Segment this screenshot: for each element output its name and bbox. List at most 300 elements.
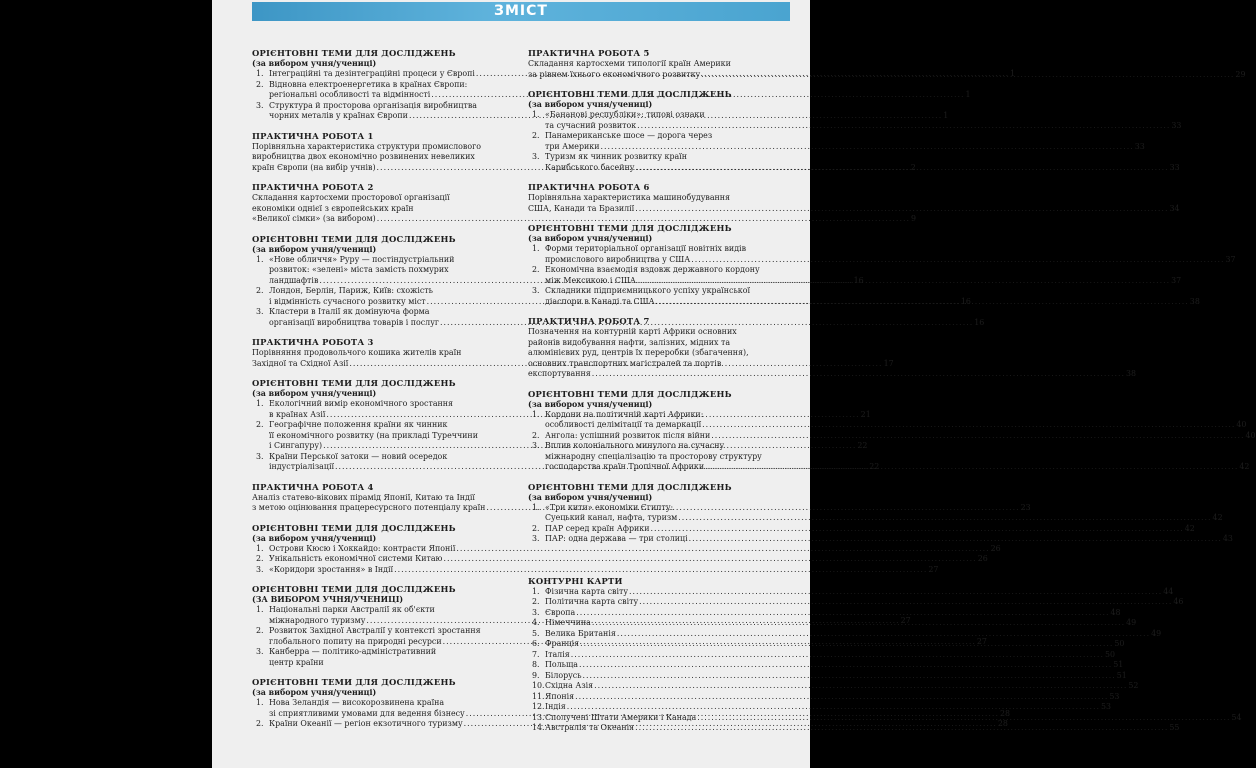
toc-entry-line[interactable]: [528, 69, 1246, 81]
page-number: 53: [1109, 691, 1120, 701]
item-number: 8.: [532, 660, 540, 669]
entry-text-line: її економічного розвитку (на прикладі Туреччини: [269, 430, 478, 440]
toc-item[interactable]: [528, 110, 1182, 131]
toc-entry-line[interactable]: [545, 462, 1249, 473]
entry-text: промислового виробництва у США: [545, 254, 691, 264]
page-number: 22: [857, 441, 868, 450]
page-number: 28: [999, 708, 1010, 718]
entry-text-line: районів видобування нафти, залізних, мідних та: [528, 337, 731, 347]
toc-entry-line[interactable]: [545, 255, 1236, 266]
section-subheading: (за вибором учня/учениці): [252, 533, 377, 543]
entry-text: зі сприятливими умовами для ведення бізнесу: [269, 708, 465, 718]
toc-entry-line[interactable]: [545, 636, 1125, 650]
entry-text: з метою оцінювання працересурсного потенціалу країн: [252, 503, 486, 512]
page-number: 33: [1169, 162, 1180, 172]
dot-leader: [635, 204, 1168, 215]
page-number: 1: [965, 90, 971, 99]
entry-text: за рівнем їхнього економічного розвитку: [528, 69, 701, 79]
item-text: [545, 244, 1236, 265]
item-text: [545, 131, 1145, 152]
page-number: 51: [1116, 670, 1127, 680]
entry-text-line: Відновна електроенергетика в країнах Європи:: [269, 79, 468, 89]
toc-section: [528, 48, 1246, 80]
entry-text: господарства країн Тропічної Африки: [545, 462, 705, 471]
page-number: 42: [1212, 513, 1223, 522]
item-number: 2.: [256, 286, 264, 295]
toc-section: [528, 89, 1182, 173]
entry-text: ПАР серед країн Африки: [545, 523, 650, 533]
entry-text: Інтеграційні та дезінтеграційні процеси у Європі: [269, 69, 475, 78]
page-number: 1: [943, 111, 949, 120]
entry-text-line: економіки однієї з європейських країн: [252, 203, 414, 213]
item-number: 9.: [532, 670, 540, 680]
section-heading: ПРАКТИЧНА РОБОТА 7: [528, 316, 650, 326]
item-number: 7.: [532, 649, 540, 659]
entry-text: Індія: [545, 702, 566, 711]
toc-section: [528, 182, 1180, 214]
entry-text-line: Канберра — політико-адміністративний: [269, 647, 437, 656]
toc-entry-line[interactable]: [528, 369, 1137, 380]
entry-text-line: Порівняння продовольчого кошика жителів країн: [252, 348, 462, 357]
item-number: 1.: [256, 254, 264, 264]
dot-leader: [594, 681, 1127, 692]
item-number: 1.: [256, 605, 264, 614]
section-heading: ОРІЄНТОВНІ ТЕМИ ДЛЯ ДОСЛІДЖЕНЬ: [528, 481, 732, 492]
toc-entry-line[interactable]: [545, 692, 1119, 703]
toc-item[interactable]: [528, 244, 1236, 265]
item-number: 3.: [256, 307, 264, 316]
item-number: 10.: [532, 681, 545, 690]
item-text: [545, 702, 1111, 713]
entry-text: Сполучені Штати Америки і Канада: [545, 712, 697, 722]
entry-text-line: основних транспортних магістралей та портів: [528, 358, 722, 368]
entry-text-line: алюмінієвих руд, центрів їх переробки (збагачення),: [528, 348, 749, 357]
page-number: 51: [1113, 660, 1124, 669]
item-text: [545, 587, 1173, 598]
section-subheading: (ЗА ВИБОРОМ УЧНЯ/УЧЕНИЦІ): [252, 595, 404, 604]
entry-text: США, Канади та Бразилії: [528, 203, 635, 213]
item-number: 3.: [532, 534, 540, 543]
entry-text: Політична карта світу: [545, 597, 639, 606]
toc-entry-line[interactable]: [545, 615, 1137, 629]
section-heading: КОНТУРНІ КАРТИ: [528, 575, 623, 586]
toc-item[interactable]: [528, 131, 1145, 152]
dot-leader: [617, 629, 1150, 640]
section-heading: ПРАКТИЧНА РОБОТА 4: [252, 481, 374, 492]
entry-text: Білорусь: [545, 670, 582, 680]
section-heading: ПРАКТИЧНА РОБОТА 2: [252, 182, 374, 192]
item-text: [545, 650, 1115, 661]
dot-leader: [702, 420, 1235, 431]
page-number: 17: [883, 358, 894, 368]
page-number: 38: [1125, 369, 1137, 378]
entry-text-line: Лондон, Берлін, Париж, Київ: схожість: [269, 286, 433, 295]
entry-text-line: Складники підприємницького успіху української: [545, 286, 750, 295]
toc-entry-line[interactable]: [545, 713, 1242, 724]
entry-text-line: Панамериканське шосе — дорога через: [545, 131, 713, 140]
page-number: 23: [1020, 503, 1031, 512]
toc-entry-line[interactable]: [545, 608, 1121, 619]
dot-leader: [701, 70, 1234, 81]
entry-text: країн Європи (на вибір учнів): [252, 162, 376, 172]
item-text: [545, 608, 1121, 619]
section-heading: ОРІЄНТОВНІ ТЕМИ ДЛЯ ДОСЛІДЖЕНЬ: [252, 522, 456, 533]
toc-entry-line[interactable]: [545, 121, 1181, 132]
toc-item[interactable]: [528, 628, 1162, 640]
toc-item[interactable]: [528, 681, 1139, 692]
toc-item[interactable]: [252, 564, 939, 576]
page-number: 27: [976, 636, 987, 646]
entry-text: організації виробництва товарів і послуг: [269, 317, 439, 327]
item-number: 1.: [532, 110, 540, 119]
entry-text-line: міжнародну спеціалізацію та просторову структуру: [545, 451, 762, 461]
page-title: ЗМІСТ: [252, 2, 790, 21]
entry-text: та сучасний розвиток: [545, 120, 637, 130]
toc-item[interactable]: [252, 554, 988, 565]
item-text: [545, 110, 1181, 131]
section-subheading: (за вибором учня/учениці): [252, 688, 377, 697]
dot-leader: [637, 121, 1170, 132]
toc-entry-line[interactable]: [545, 534, 1233, 545]
item-text: [545, 265, 1181, 286]
toc-item[interactable]: [528, 670, 1127, 682]
toc-item[interactable]: [252, 543, 1001, 555]
item-number: 3.: [256, 100, 264, 110]
toc-entry-line[interactable]: [545, 276, 1181, 287]
entry-text-line: Розвиток Західної Австралії у контексті зростання: [269, 626, 481, 635]
page-number: 16: [853, 275, 864, 285]
page-number: 53: [1101, 702, 1112, 711]
page-number: 33: [1171, 120, 1182, 130]
dot-leader: [697, 713, 1230, 724]
item-number: 1.: [256, 543, 264, 553]
section-gap: [528, 554, 790, 576]
page-number: 50: [1104, 649, 1115, 659]
toc-entry-line[interactable]: [545, 671, 1127, 682]
toc-entry-line[interactable]: [545, 587, 1173, 598]
entry-text: і відмінність сучасного розвитку міст: [269, 296, 426, 306]
toc-entry-line[interactable]: [545, 142, 1145, 153]
dot-leader: [567, 702, 1100, 713]
toc-entry-line[interactable]: [545, 660, 1123, 671]
entry-text-line: Країни Перської затоки — новий осередок: [269, 451, 448, 461]
page-number: 48: [1110, 607, 1121, 617]
item-text: [545, 534, 1233, 545]
toc-item[interactable]: [528, 586, 1174, 598]
item-number: 2.: [256, 554, 264, 563]
page-number: 16: [960, 296, 971, 306]
entry-text: Італія: [545, 649, 570, 659]
item-number: 6.: [532, 639, 540, 648]
dot-leader: [650, 524, 1183, 535]
section-heading: ОРІЄНТОВНІ ТЕМИ ДЛЯ ДОСЛІДЖЕНЬ: [252, 233, 456, 244]
toc-page: [212, 0, 1256, 768]
dot-leader: [656, 297, 1189, 308]
entry-text-line: Позначення на контурній карті Африки основних: [528, 327, 737, 336]
toc-entry-line[interactable]: [545, 723, 1179, 734]
entry-text: індустріалізації: [269, 462, 335, 471]
dot-leader: [600, 142, 1133, 153]
item-number: 2.: [256, 420, 264, 429]
toc-entry-line[interactable]: [545, 431, 1256, 442]
entry-text: чорних металів у країнах Європи: [269, 111, 408, 120]
entry-text-line: Національні парки Австралії як об'єкти: [269, 605, 435, 614]
page-number: 9: [910, 214, 916, 223]
page-number: 26: [977, 554, 988, 563]
section-subheading: (за вибором учня/учениці): [528, 234, 653, 243]
item-text: [545, 410, 1246, 431]
entry-text: Карибського басейну: [545, 162, 635, 172]
entry-text-line: розвиток: «зелені» міста замість похмурих: [269, 265, 449, 274]
entry-text: регіональні особливості та відмінності: [269, 90, 431, 99]
entry-text: Японія: [545, 691, 575, 701]
toc-item[interactable]: [528, 430, 1256, 442]
dot-leader: [576, 608, 1109, 619]
item-number: 11.: [532, 691, 545, 701]
toc-entry-line[interactable]: [252, 214, 916, 225]
entry-text: Ангола: успішний розвиток після війни: [545, 430, 711, 440]
section-subheading: (за вибором учня/учениці): [252, 59, 377, 68]
section-heading: ОРІЄНТОВНІ ТЕМИ ДЛЯ ДОСЛІДЖЕНЬ: [528, 388, 732, 399]
entry-text: Західної та Східної Азії: [252, 358, 349, 368]
toc-entry-line[interactable]: [545, 702, 1111, 713]
item-number: 3.: [256, 564, 264, 574]
item-number: 13.: [532, 712, 545, 722]
dot-leader: [635, 163, 1168, 174]
item-text: [545, 681, 1138, 692]
entry-text-line: Туризм як чинник розвитку країн: [545, 152, 688, 161]
section-heading: ОРІЄНТОВНІ ТЕМИ ДЛЯ ДОСЛІДЖЕНЬ: [528, 89, 732, 99]
toc-entry-line[interactable]: [545, 681, 1138, 692]
toc-entry-line[interactable]: [545, 420, 1246, 431]
entry-text: Австралія та Океанія: [545, 723, 635, 732]
item-text: [545, 441, 1249, 473]
entry-text: «Великої сімки» (за вибором): [252, 214, 376, 223]
section-heading: ОРІЄНТОВНІ ТЕМИ ДЛЯ ДОСЛІДЖЕНЬ: [252, 584, 456, 594]
dot-leader: [689, 534, 1222, 545]
entry-text: Польща: [545, 660, 578, 669]
item-text: [545, 503, 1223, 524]
toc-item[interactable]: [528, 691, 1120, 703]
page-number: 26: [990, 543, 1001, 553]
section-heading: ПРАКТИЧНА РОБОТА 6: [528, 182, 650, 192]
item-number: 3.: [532, 152, 540, 161]
toc-item[interactable]: [528, 152, 1180, 173]
section-subheading: (за вибором учня/учениці): [528, 100, 653, 109]
entry-text: між Мексикою і США: [545, 275, 636, 285]
section-heading: ОРІЄНТОВНІ ТЕМИ ДЛЯ ДОСЛІДЖЕНЬ: [252, 677, 456, 687]
item-text: [545, 524, 1195, 535]
dot-leader: [579, 660, 1112, 671]
page-number: 37: [1225, 254, 1236, 264]
entry-text: Унікальність економічної системи Китаю: [269, 554, 443, 563]
item-text: [545, 636, 1125, 650]
item-number: 14.: [532, 723, 545, 732]
entry-text: три Америки: [545, 141, 600, 151]
section-subheading: (за вибором учня/учениці): [528, 399, 653, 409]
entry-text-line: Вплив колоніального минулого на сучасну: [545, 441, 725, 450]
section-heading: ПРАКТИЧНА РОБОТА 5: [528, 48, 650, 58]
item-text: [545, 615, 1137, 629]
page-number: 28: [997, 719, 1008, 728]
item-number: 4.: [532, 618, 540, 627]
item-number: 2.: [256, 626, 264, 635]
toc-entry-line[interactable]: [545, 629, 1161, 640]
item-text: [545, 692, 1119, 703]
toc-entry-line[interactable]: [545, 524, 1195, 535]
section-heading: ОРІЄНТОВНІ ТЕМИ ДЛЯ ДОСЛІДЖЕНЬ: [252, 378, 456, 388]
entry-text: глобального попиту на природні ресурси: [269, 636, 442, 646]
dot-leader: [571, 650, 1104, 661]
page-number: 29: [1235, 69, 1246, 79]
toc-item[interactable]: [528, 649, 1115, 661]
toc-item[interactable]: [528, 597, 1184, 608]
entry-text: діаспори в Канаді та США: [545, 296, 655, 306]
dot-leader: [639, 597, 1172, 608]
section-subheading: (за вибором учня/учениці): [252, 389, 377, 398]
page-number: 46: [1173, 597, 1184, 606]
entry-text-line: Кордони на політичній карті Африки:: [545, 409, 704, 419]
toc-entry-line[interactable]: [545, 650, 1115, 661]
item-number: 3.: [532, 286, 540, 295]
entry-text: в країнах Азії: [269, 409, 326, 419]
toc-entry-line[interactable]: [545, 597, 1183, 608]
page-number: 27: [928, 564, 939, 574]
item-number: 1.: [532, 409, 540, 419]
dot-leader: [629, 587, 1162, 598]
section-heading: ОРІЄНТОВНІ ТЕМИ ДЛЯ ДОСЛІДЖЕНЬ: [252, 48, 456, 58]
entry-text: міжнародного туризму: [269, 615, 366, 625]
entry-text: Велика Британія: [545, 628, 616, 638]
entry-text-line: Форми територіальної організації новітніх видів: [545, 244, 747, 253]
page-number: 49: [1126, 618, 1137, 627]
entry-text-line: центр країни: [269, 657, 324, 667]
dot-leader: [691, 255, 1224, 266]
entry-text-line: «Нове обличчя» Руру — постіндустріальний: [269, 254, 455, 264]
entry-text: Східна Азія: [545, 681, 594, 690]
dot-leader: [592, 615, 1125, 629]
page-number: 54: [1231, 712, 1242, 722]
toc-item[interactable]: [528, 607, 1121, 619]
item-number: 2.: [532, 131, 540, 140]
toc-section: [528, 481, 1233, 545]
entry-text-line: Нова Зеландія — високорозвинена країна: [269, 698, 445, 707]
page-number: 16: [974, 317, 985, 327]
item-number: 1.: [532, 244, 540, 253]
item-number: 3.: [532, 607, 540, 617]
entry-text-line: виробництва двох економічно розвинених невеликих: [252, 152, 475, 161]
item-text: [545, 660, 1123, 671]
item-text: [545, 629, 1161, 640]
item-number: 2.: [532, 523, 540, 533]
dot-leader: [711, 431, 1244, 442]
entry-text: експортування: [528, 369, 591, 378]
entry-text: Острови Кюсю і Хоккайдо: контрасти Японії: [269, 543, 456, 553]
item-text: [545, 286, 1200, 307]
entry-text-line: Географічне положення країни як чинник: [269, 420, 448, 429]
page-number: 50: [1114, 639, 1125, 648]
toc-entry-line[interactable]: [545, 513, 1223, 524]
section-subheading: (за вибором учня/учениці): [252, 244, 377, 254]
dot-leader: [635, 723, 1168, 734]
dot-leader: [637, 276, 1170, 287]
entry-text-line: Складання картосхеми типології країн Америки: [528, 59, 731, 68]
page-number: 43: [1222, 534, 1233, 543]
section-heading: ПРАКТИЧНА РОБОТА 1: [252, 130, 374, 141]
entry-text: і Сингапуру): [269, 441, 323, 450]
page-number: 27: [900, 615, 911, 625]
toc-entry-line[interactable]: [545, 297, 1200, 308]
item-number: 3.: [532, 441, 540, 450]
page-number: 40: [1236, 420, 1247, 429]
entry-text-line: Структура й просторова організація виробництва: [269, 100, 477, 110]
item-number: 1.: [256, 69, 264, 78]
toc-entry-line[interactable]: [528, 203, 1180, 215]
item-text: [545, 723, 1179, 734]
dot-leader: [678, 513, 1211, 524]
toc-item[interactable]: [252, 647, 514, 668]
item-text: [269, 647, 514, 668]
page-number: 38: [1189, 296, 1200, 306]
page-number: 42: [1184, 523, 1195, 533]
toc-item[interactable]: [528, 660, 1124, 671]
entry-text: Франція: [545, 639, 580, 648]
dot-leader: [705, 462, 1238, 473]
entry-text-line: Економічна взаємодія вздовж державного кордону: [545, 265, 760, 274]
dot-leader: [580, 636, 1113, 650]
entry-text-line: Екологічний вимір економічного зростання: [269, 399, 454, 408]
item-text: [545, 152, 1180, 173]
item-text: [545, 431, 1256, 442]
dot-leader: [583, 671, 1116, 682]
item-number: 5.: [532, 628, 540, 638]
item-number: 2.: [256, 719, 264, 728]
dot-leader: [592, 369, 1125, 380]
page-number: 52: [1128, 681, 1139, 690]
entry-text-line: Кластери в Італії як домінуюча форма: [269, 307, 430, 316]
item-number: 3.: [256, 647, 264, 656]
entry-text-line: Аналіз статево-вікових пірамід Японії, Китаю та Індії: [252, 492, 475, 502]
page-number: 33: [1134, 141, 1145, 151]
entry-text: Європа: [545, 607, 576, 617]
page-number: 2: [910, 162, 916, 172]
item-number: 2.: [532, 265, 540, 274]
item-number: 12.: [532, 702, 545, 711]
page-number: 55: [1169, 723, 1180, 732]
toc-item[interactable]: [528, 534, 1233, 545]
page-number: 44: [1163, 586, 1174, 596]
item-number: 1.: [256, 399, 264, 408]
page-number: 34: [1169, 203, 1180, 213]
entry-text: Німеччина: [545, 618, 591, 627]
page-number: 40: [1245, 430, 1256, 440]
section-heading: ПРАКТИЧНА РОБОТА 3: [252, 337, 374, 347]
item-number: 1.: [532, 586, 540, 596]
item-number: 1.: [256, 698, 264, 707]
entry-text-line: «Бананові республіки»: типові ознаки: [545, 110, 705, 119]
section-subheading: (за вибором учня/учениці): [528, 492, 653, 502]
page-number: 42: [1239, 462, 1250, 471]
dot-leader: [575, 692, 1108, 703]
page-number: 21: [860, 409, 871, 419]
entry-text: Країни Океанії — регіон екзотичного туризму: [269, 719, 463, 728]
page-number: 22: [869, 462, 880, 471]
entry-text-line: Порівняльна характеристика структури промислового: [252, 141, 481, 151]
toc-item[interactable]: [528, 523, 1195, 535]
page-number: 37: [1171, 275, 1182, 285]
entry-text-line: Складання картосхеми просторової організації: [252, 193, 450, 202]
toc-entry-line[interactable]: [545, 163, 1180, 174]
